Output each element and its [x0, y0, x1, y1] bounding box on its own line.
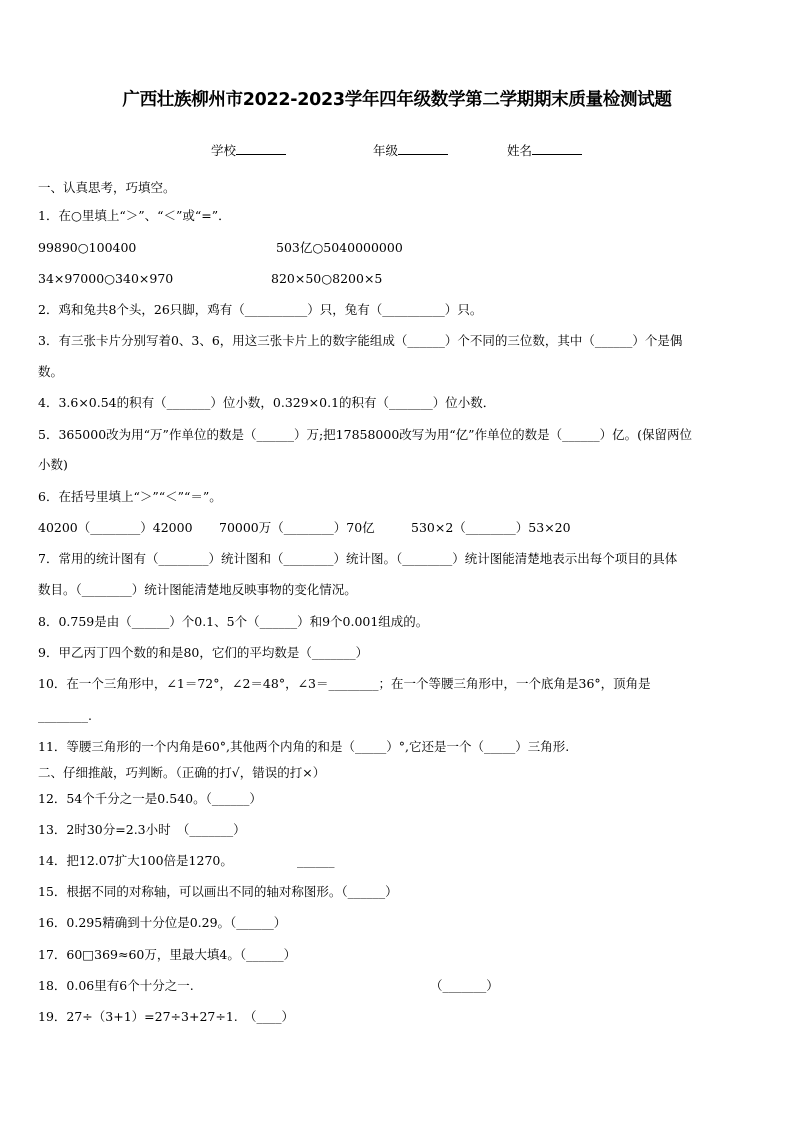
question-1a: 99890○100400: [38, 240, 137, 255]
question-14: 14．把12.07扩大100倍是1270。: [38, 853, 233, 868]
question-5-line-2: 小数): [38, 457, 68, 472]
question-4: 4．3.6×0.54的积有（_______）位小数，0.329×0.1的积有（_______）位小数．: [38, 395, 496, 410]
question-7-line-2: 数目。（________）统计图能清楚地反映事物的变化情况。: [38, 582, 357, 597]
question-12: 12．54个千分之一是0.540。（______）: [38, 791, 262, 806]
question-6c: 530×2（________）53×20: [411, 520, 571, 535]
question-6a: 40200（________）42000: [38, 520, 193, 535]
question-11: 11．等腰三角形的一个内角是60°,其他两个内角的和是（_____）°,它还是一个（_____）三角形.: [38, 739, 570, 754]
section-1-heading: 一、认真思考，巧填空。: [38, 180, 176, 195]
question-5-line-1: 5．365000改为用“万”作单位的数是（______）万;把17858000改写为用“亿”作单位的数是（______）亿。(保留两位: [38, 427, 692, 442]
school-blank: [236, 142, 286, 155]
question-7-line-1: 7．常用的统计图有（________）统计图和（________）统计图。（________）统计图能清楚地表示出每个项目的具体: [38, 551, 678, 566]
question-3-line-1: 3．有三张卡片分别写着0、3、6，用这三张卡片上的数字能组成（______）个不同的三位数，其中（______）个是偶: [38, 333, 683, 348]
name-blank: [532, 142, 582, 155]
question-6: 6．在括号里填上“＞”“＜”“＝”。: [38, 489, 222, 504]
question-19: 19．27÷（3+1）=27÷3+27÷1. （____）: [38, 1009, 295, 1024]
question-18-blank: （_______）: [430, 978, 499, 993]
grade-label: 年级: [373, 143, 399, 158]
question-18: 18．0.06里有6个十分之一.: [38, 978, 194, 993]
question-3-line-2: 数。: [38, 364, 64, 379]
name-label: 姓名: [507, 143, 533, 158]
question-13: 13．2时30分=2.3小时 （_______）: [38, 822, 246, 837]
grade-blank: [398, 142, 448, 155]
question-10-line-1: 10．在一个三角形中，∠1＝72°，∠2＝48°，∠3＝________；在一个等腰三角形中，一个底角是36°，顶角是: [38, 676, 651, 691]
question-1b: 503亿○5040000000: [276, 240, 403, 255]
school-label: 学校: [211, 143, 237, 158]
question-2: 2．鸡和兔共8个头，26只脚，鸡有（__________）只，兔有（__________）只。: [38, 302, 483, 317]
question-8: 8．0.759是由（______）个0.1、5个（______）和9个0.001组成的。: [38, 614, 429, 629]
question-1d: 820×50○8200×5: [271, 271, 383, 286]
question-14-blank: ______: [297, 853, 335, 868]
page-title: 广西壮族柳州市2022-2023学年四年级数学第二学期期末质量检测试题: [122, 90, 672, 110]
question-1: 1．在○里填上“＞”、“＜”或“=”．: [38, 208, 231, 223]
section-2-heading: 二、仔细推敲，巧判断。（正确的打√，错误的打×）: [38, 765, 326, 780]
question-16: 16．0.295精确到十分位是0.29。（______）: [38, 915, 287, 930]
question-17: 17．60□369≈60万，里最大填4。（______）: [38, 947, 297, 962]
question-6b: 70000万（________）70亿: [219, 520, 375, 535]
question-15: 15．根据不同的对称轴，可以画出不同的轴对称图形。（______）: [38, 884, 398, 899]
name-field: [507, 141, 582, 159]
question-9: 9．甲乙丙丁四个数的和是80，它们的平均数是（_______）: [38, 645, 369, 660]
question-10-line-2: ________.: [38, 708, 92, 723]
question-1c: 34×97000○340×970: [38, 271, 174, 286]
school-field: [211, 141, 286, 159]
grade-field: [373, 141, 448, 159]
